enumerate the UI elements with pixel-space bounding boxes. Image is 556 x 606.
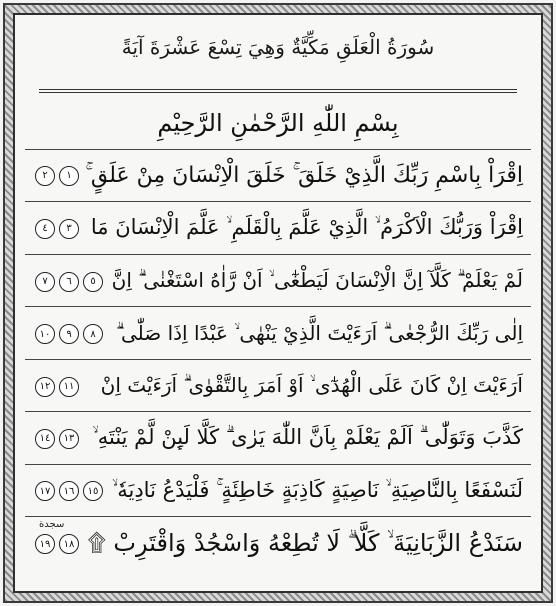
ayah-number-icon: ٤ <box>35 219 55 239</box>
verse-line <box>25 465 531 518</box>
sajda-mark: سجدة <box>39 519 65 530</box>
divider <box>39 92 517 93</box>
divider <box>39 89 517 90</box>
bismillah-text: بِسْمِ اللّٰهِ الرَّحْمٰنِ الرَّحِيْمِ <box>157 108 399 137</box>
ayah-number-icon: ١٧ <box>35 481 55 501</box>
ayah-markers <box>33 373 81 397</box>
verse-line <box>25 517 531 570</box>
ayah-number-icon: ٧ <box>35 272 55 292</box>
verse-text: اِقْرَاْ وَرَبُّكَ الْاَكْرَمُ ۙ الَّذِيْ عَلَّمَ بِالْقَلَمِ ۙ عَلَّمَ الْاِنْسَانَ مَا <box>90 215 523 240</box>
ayah-markers <box>33 216 81 240</box>
ayah-number-icon: ١٦ <box>59 481 79 501</box>
ayah-number-icon: ١٥ <box>83 481 103 501</box>
verse-text: كَذَّبَ وَتَوَلّٰى ۗ اَلَمْ يَعْلَمْ بِاَنَّ اللّٰهَ يَرٰى ۗ كَلَّا لَىِٕنْ لَّمْ يَنْتَهِ ۙ <box>92 425 523 450</box>
ayah-number-icon: ٣ <box>59 219 79 239</box>
page-frame <box>13 13 543 593</box>
verse-line <box>25 412 531 465</box>
ayah-number-icon: ١٢ <box>35 377 55 397</box>
verse-line <box>25 202 531 255</box>
ayah-number-icon: ١ <box>59 166 79 186</box>
ayah-markers <box>33 478 105 502</box>
verse-text: اِقْرَاْ بِاسْمِ رَبِّكَ الَّذِيْ خَلَقَ ۚ خَلَقَ الْاِنْسَانَ مِنْ عَلَقٍ ۚ <box>85 162 523 188</box>
ayah-number-icon: ١٣ <box>59 429 79 449</box>
verse-text: سَنَدْعُ الزَّبَانِيَةَ ۙ كَلَّا ۗ لَا تُطِعْهُ وَاسْجُدْ وَاقْتَرِبْ ۩ <box>87 529 523 558</box>
ayah-number-icon: ٢ <box>35 166 55 186</box>
ayah-number-icon: ١٠ <box>35 324 55 344</box>
ayah-markers <box>33 268 105 292</box>
bismillah-line <box>25 97 531 150</box>
ayah-number-icon: ٥ <box>83 272 103 292</box>
verse-block <box>25 97 531 583</box>
verse-text: لَمْ يَعْلَمْ ۗ كَلَّآ اِنَّ الْاِنْسَانَ لَيَطْغٰٓى ۙ اَنْ رَّاٰهُ اسْتَغْنٰى ۗ اِنَّ <box>111 268 523 293</box>
verse-text: اِلٰى رَبِّكَ الرُّجْعٰى ۗ اَرَءَيْتَ الَّذِيْ يَنْهٰى ۙ عَبْدًا اِذَا صَلّٰى ۗ <box>115 320 523 345</box>
ayah-markers <box>33 529 81 557</box>
ayah-number-icon: ١٩ <box>35 534 55 554</box>
ayah-number-icon: ٦ <box>59 272 79 292</box>
verse-line <box>25 150 531 203</box>
verse-text: اَرَءَيْتَ اِنْ كَانَ عَلَى الْهُدٰٓى ۙ اَوْ اَمَرَ بِالتَّقْوٰى ۗ اَرَءَيْتَ اِنْ <box>100 373 523 398</box>
verse-line <box>25 307 531 360</box>
surah-heading: سُورَةُ الْعَلَقِ مَكِّيَّةٌ وَهِيَ تِسْعَ عَشْرَةَ آيَةً <box>121 35 435 59</box>
verse-line <box>25 255 531 308</box>
verse-text: لَنَسْفَعًا بِالنَّاصِيَةِ ۙ نَاصِيَةٍ كَاذِبَةٍ خَاطِئَةٍ ۚ فَلْيَدْعُ نَادِيَهٗ ۙ <box>111 477 523 502</box>
ayah-number-icon: ١٨ <box>59 534 79 554</box>
ayah-markers <box>33 163 81 188</box>
ayah-number-icon: ٨ <box>83 324 103 344</box>
ayah-number-icon: ١٤ <box>35 429 55 449</box>
ayah-number-icon: ٩ <box>59 324 79 344</box>
ayah-number-icon: ١١ <box>59 377 79 397</box>
ayah-markers <box>33 321 105 345</box>
ayah-markers <box>33 426 81 450</box>
verse-line <box>25 360 531 413</box>
